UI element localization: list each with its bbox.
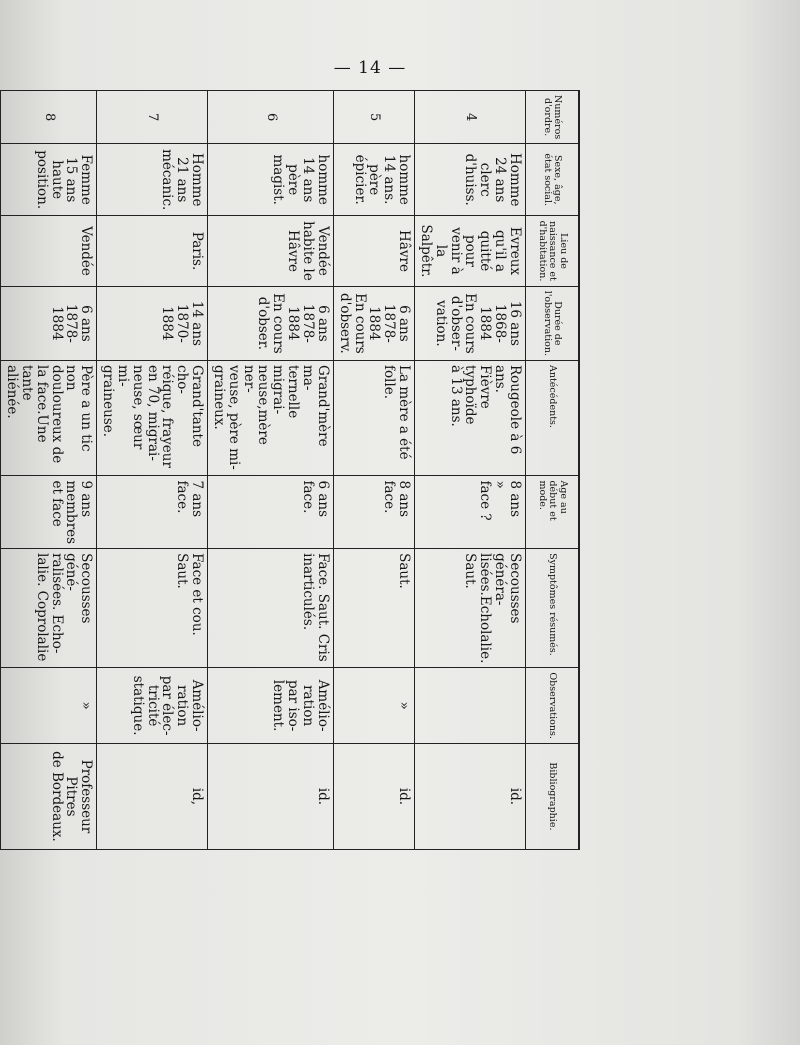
- cell-lieu: Hâvre: [333, 216, 414, 287]
- cell-lieu: Paris.: [97, 216, 208, 287]
- cell-symptomes: Secousses généra- lisées.Echolalie. Saut.: [415, 549, 526, 668]
- cell-duree: 6 ans 1878-1884 En cours d'obser.: [208, 286, 334, 360]
- cell-age-debut: 8 ans » face ?: [415, 476, 526, 549]
- cell-age-debut: 6 ans face.: [208, 476, 334, 549]
- cell-symptomes: Secousses géné- ralisées. Echo- lalie. Coprolalie: [0, 549, 97, 668]
- cell-observations: Amélio- ration par élec- tricité statique.: [97, 668, 208, 744]
- cell-duree: 14 ans 1870-1884: [97, 286, 208, 360]
- cell-bibliographie: id,: [97, 743, 208, 849]
- cell-age-debut: 7 ans face.: [97, 476, 208, 549]
- table-row: [97, 91, 208, 850]
- rotated-table-container: [4, 90, 580, 850]
- cell-lieu: Evreux qu'il a quitté pour venir à la Salpêtr.: [415, 216, 526, 287]
- cell-sexe: Femme 15 ans haute position.: [0, 144, 97, 216]
- cell-bibliographie: id.: [333, 743, 414, 849]
- cell-antecedents: La mère a été folle.: [333, 361, 414, 476]
- table-row: [0, 91, 97, 850]
- cell-sexe: homme 14 ans père magist.: [208, 144, 334, 216]
- cell-observations: »: [0, 668, 97, 744]
- table-row: [415, 91, 526, 850]
- row-number: 4: [415, 91, 526, 144]
- header-observations: Observations.: [526, 668, 580, 744]
- table-row: [208, 91, 334, 850]
- cell-age-debut: 9 ans membres et face: [0, 476, 97, 549]
- page-number: — 14 —: [333, 58, 407, 78]
- cell-duree: 6 ans 1878-1884: [0, 286, 97, 360]
- cell-symptomes: Face. Saut. Cris inarticulés.: [208, 549, 334, 668]
- patient-records-table: [0, 90, 580, 850]
- cell-sexe: homme 14 ans. père épicier.: [333, 144, 414, 216]
- cell-observations: Amélio- ration par iso- lement.: [208, 668, 334, 744]
- row-number: 8: [0, 91, 97, 144]
- cell-observations: »: [333, 668, 414, 744]
- cell-antecedents: Grand'mère ma- ternelle migrai- neuse,mère ner- veuse, père mi- graineux.: [208, 361, 334, 476]
- cell-age-debut: 8 ans face.: [333, 476, 414, 549]
- header-symptomes: Symptômes résumés.: [526, 549, 580, 668]
- header-sexe: Sexe, âge, état social.: [526, 144, 580, 216]
- cell-bibliographie: id.: [208, 743, 334, 849]
- cell-lieu: Vendée habite le Hâvre: [208, 216, 334, 287]
- cell-antecedents: Père a un tic non douloureux de la face.Une tante aliénée.: [0, 361, 97, 476]
- row-number: 7: [97, 91, 208, 144]
- header-duree: Durée de l'observation.: [526, 286, 580, 360]
- table-header-row: [526, 91, 580, 850]
- cell-antecedents: Grand'tante cho- réique, frayeur en 70, migrai- neuse, sœur mi- graineuse.: [97, 361, 208, 476]
- header-bibliographie: Bibliographie.: [526, 743, 580, 849]
- cell-sexe: Homme 21 ans mécanic.: [97, 144, 208, 216]
- cell-sexe: Homme 24 ans clerc d'huiss.: [415, 144, 526, 216]
- cell-duree: 6 ans 1878-1884 En cours d'observ.: [333, 286, 414, 360]
- cell-symptomes: Face et cou. Saut.: [97, 549, 208, 668]
- cell-symptomes: Saut.: [333, 549, 414, 668]
- cell-observations: [415, 668, 526, 744]
- row-number: 5: [333, 91, 414, 144]
- cell-lieu: Vendée: [0, 216, 97, 287]
- header-lieu: Lieu de naissance et d'habitation.: [526, 216, 580, 287]
- header-numero: Numéros d'ordre.: [526, 91, 580, 144]
- table-row: [333, 91, 414, 850]
- cell-duree: 16 ans 1868-1884 En cours d'obser- vation.: [415, 286, 526, 360]
- header-antecedents: Antécédents.: [526, 361, 580, 476]
- cell-bibliographie: id.: [415, 743, 526, 849]
- cell-bibliographie: Professeur Pitres de Bordeaux.: [0, 743, 97, 849]
- cell-antecedents: Rougeole à 6 ans. Fièvre typhoïde à 13 ans.: [415, 361, 526, 476]
- header-age-debut: Age au début et mode.: [526, 476, 580, 549]
- row-number: 6: [208, 91, 334, 144]
